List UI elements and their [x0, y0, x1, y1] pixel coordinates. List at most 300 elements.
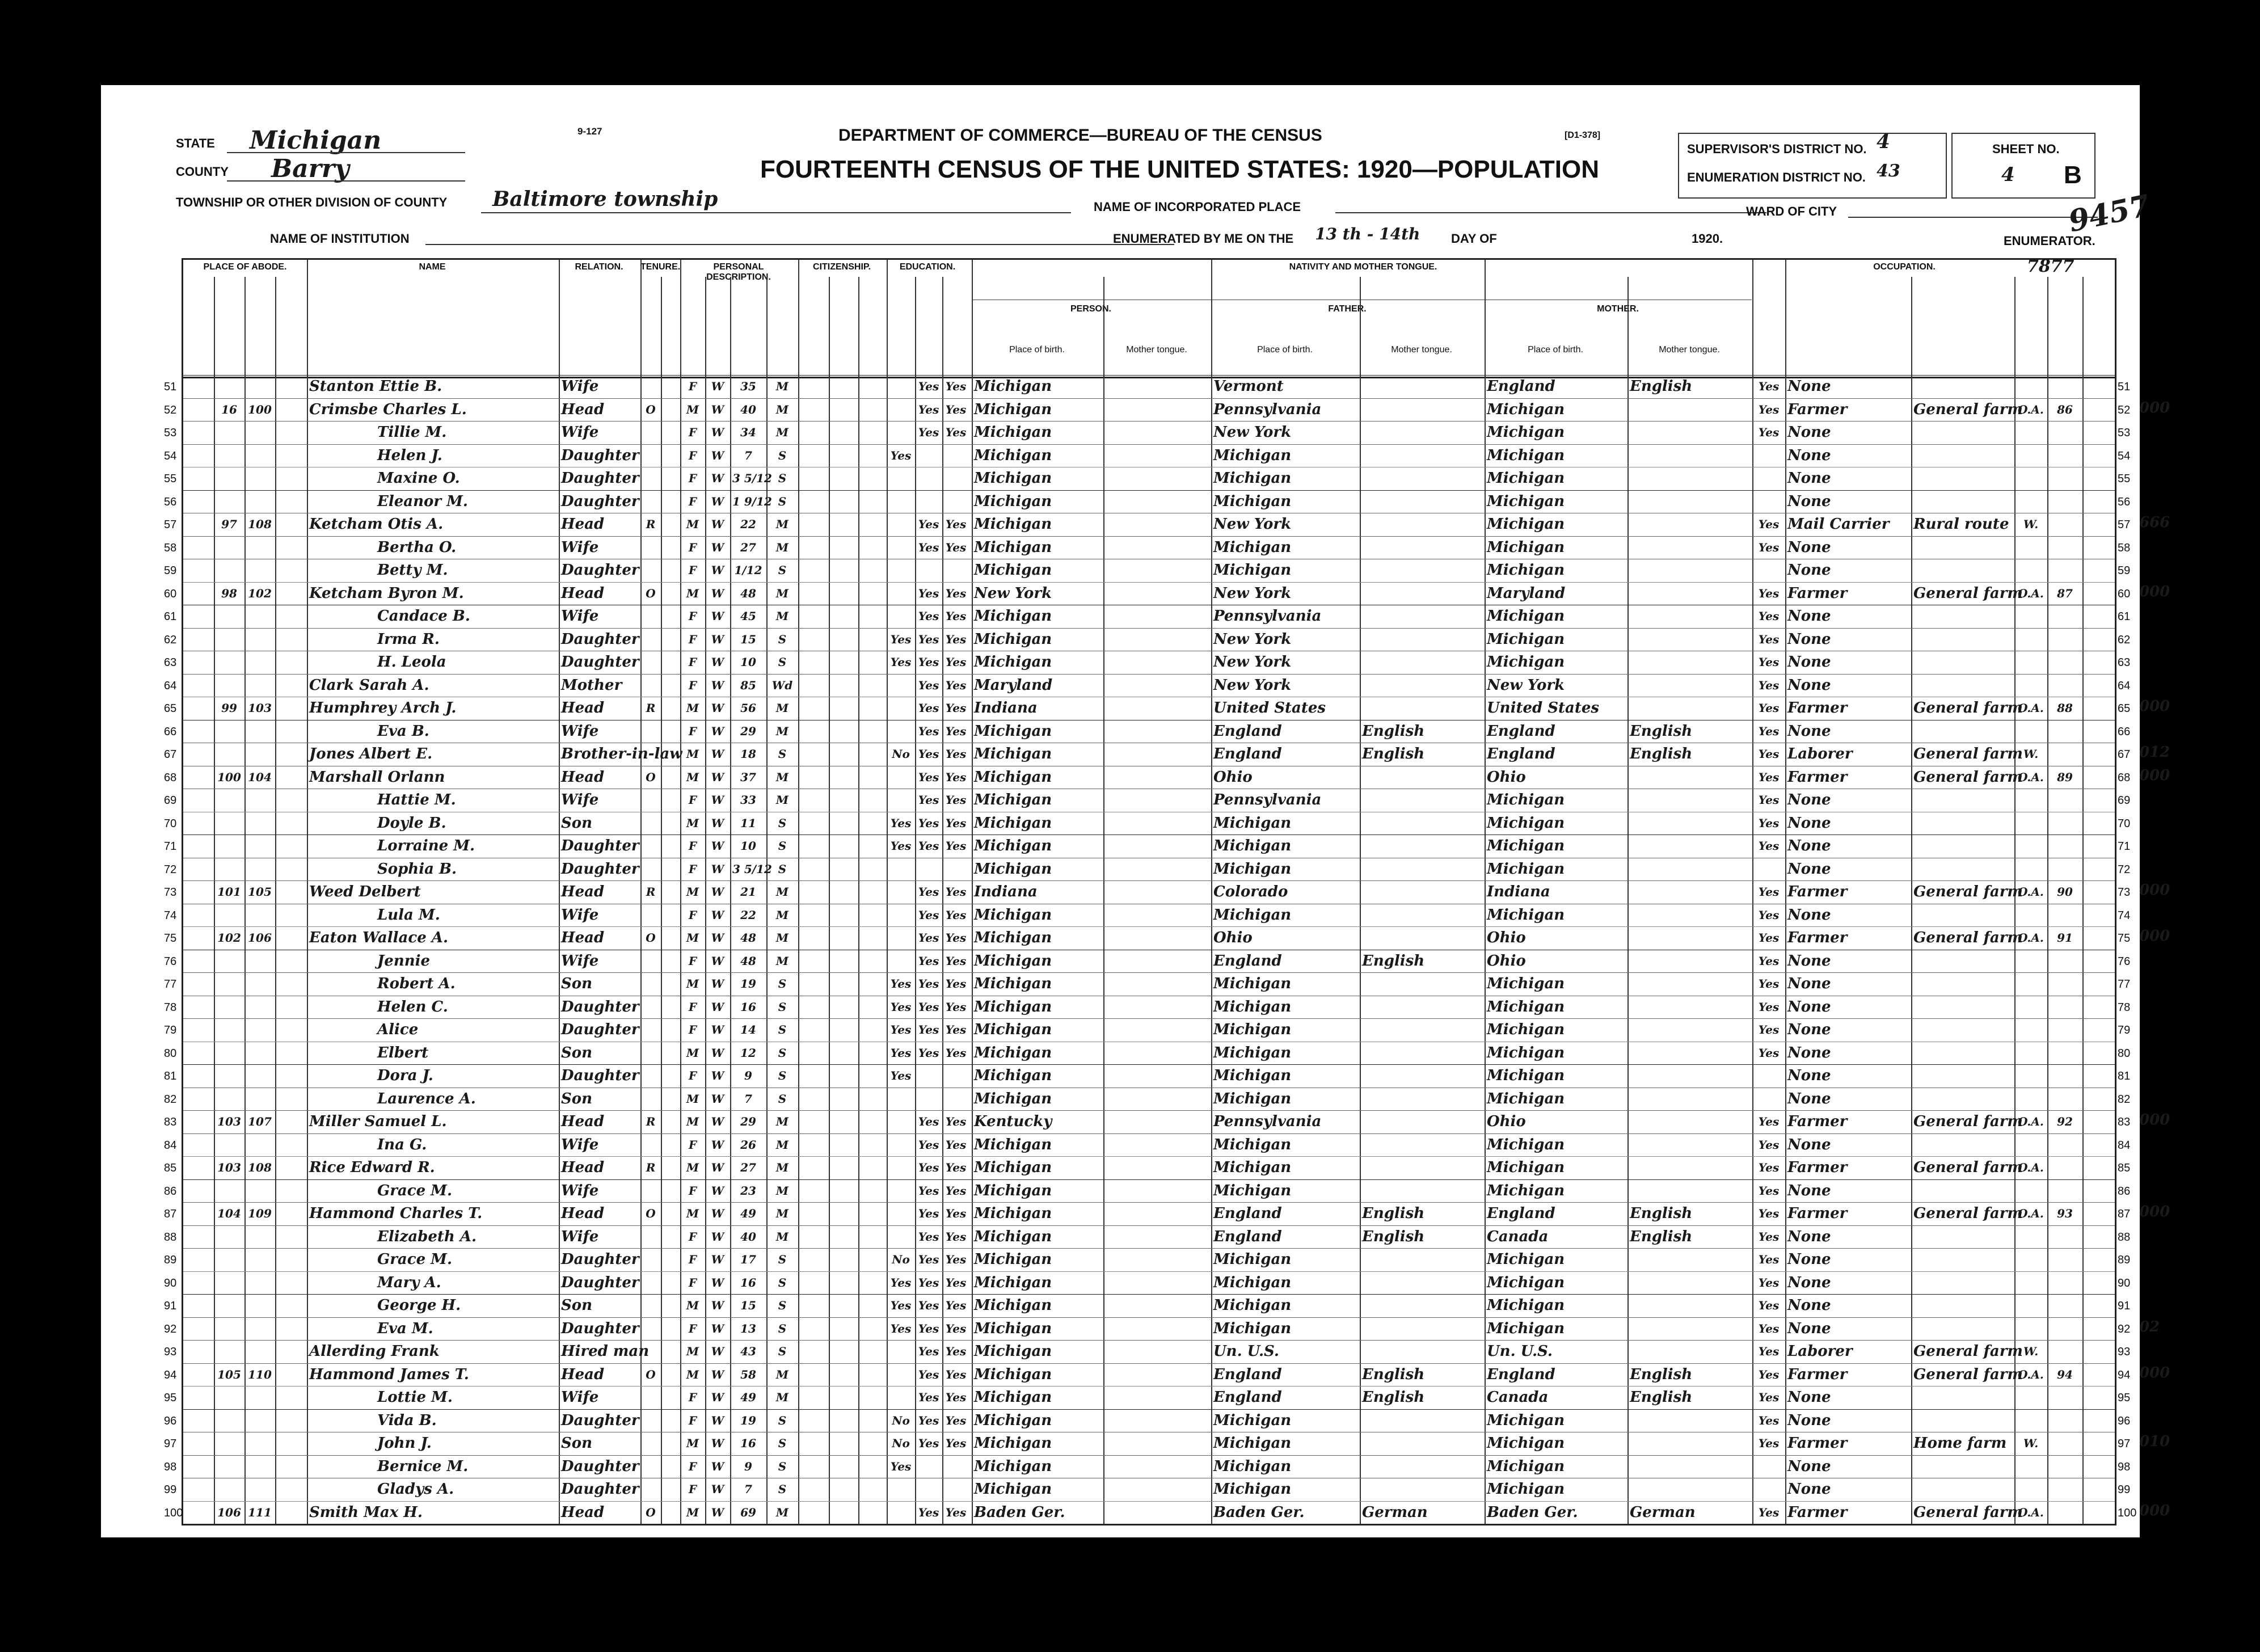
table-row — [164, 582, 2170, 605]
cell-relation: Daughter — [561, 446, 639, 464]
cell-relation: Head — [561, 1205, 605, 1222]
cell-f-pob: Colorado — [1213, 883, 1288, 900]
cell-read: Yes — [918, 1436, 939, 1450]
cell-farm: 88 — [2057, 701, 2073, 715]
cell-sex: F — [688, 1137, 697, 1152]
cell-read: Yes — [918, 1000, 939, 1014]
cell-pob: Michigan — [974, 492, 1052, 510]
margin-note: 000 — [2139, 766, 2170, 784]
cell-f-pob: Vermont — [1213, 378, 1284, 395]
cell-read: Yes — [918, 678, 939, 692]
cell-f-pob: Michigan — [1213, 906, 1292, 924]
cell-english: Yes — [1758, 908, 1780, 922]
cell-pob: Michigan — [974, 1067, 1052, 1084]
cell-name: Stanton Ettie B. — [309, 378, 442, 395]
cell-race: W — [711, 1092, 724, 1106]
line-number-right: 58 — [2118, 541, 2131, 554]
cell-f-pob: Michigan — [1213, 492, 1292, 510]
cell-f-pob: Michigan — [1213, 1457, 1292, 1475]
cell-sex: F — [688, 678, 697, 692]
cell-read: Yes — [918, 1253, 939, 1266]
cell-m-pob: Michigan — [1487, 1481, 1565, 1498]
column-rule — [1627, 277, 1629, 377]
column-rule — [858, 277, 859, 377]
cell-relation: Daughter — [561, 1411, 639, 1429]
cell-relation: Wife — [561, 538, 599, 556]
cell-f-pob: Un. U.S. — [1213, 1343, 1279, 1360]
cell-occupation: None — [1787, 1090, 1831, 1107]
cell-sex: F — [688, 471, 697, 485]
line-number: 83 — [164, 1116, 177, 1128]
cell-race: W — [711, 402, 724, 416]
cell-f-pob: United States — [1213, 699, 1326, 717]
cell-industry: General farm — [1913, 1205, 2023, 1222]
cell-name: Eaton Wallace A. — [309, 929, 449, 946]
cell-read: Yes — [918, 770, 939, 784]
cell-m-pob: Michigan — [1487, 998, 1565, 1015]
cell-age: 23 — [740, 1183, 756, 1198]
cell-m-pob: Michigan — [1487, 1136, 1565, 1153]
cell-pob: Michigan — [974, 424, 1052, 441]
cell-relation: Head — [561, 1159, 605, 1176]
cell-occupation: Mail Carrier — [1787, 516, 1890, 533]
cell-race: W — [711, 586, 724, 600]
institution-underline — [425, 244, 1174, 245]
cell-occupation: None — [1787, 562, 1831, 579]
cell-m-pob: Michigan — [1487, 791, 1565, 808]
cell-f-pob: New York — [1213, 424, 1292, 441]
cell-sex: F — [688, 862, 697, 876]
cell-f-pob: Michigan — [1213, 1297, 1292, 1314]
line-number: 78 — [164, 1001, 177, 1014]
line-number-right: 64 — [2118, 679, 2131, 692]
cell-sex: F — [688, 494, 697, 508]
cell-m-pob: Michigan — [1487, 470, 1565, 487]
cell-occupation: None — [1787, 424, 1831, 441]
line-number-right: 59 — [2118, 564, 2131, 577]
cell-m-pob: Indiana — [1487, 883, 1550, 900]
cell-dwelling: 98 — [221, 586, 237, 600]
cell-name: Dora J. — [377, 1067, 433, 1084]
cell-english: Yes — [1758, 1207, 1780, 1220]
cell-race: W — [711, 747, 724, 761]
cell-write: Yes — [945, 954, 967, 968]
cell-pob: Michigan — [974, 630, 1052, 648]
enumerated-value: 13 th - 14th — [1315, 225, 1420, 243]
cell-f-pob: Pennsylvania — [1213, 608, 1322, 625]
cell-marital: S — [778, 747, 787, 761]
cell-pob: Michigan — [974, 1205, 1052, 1222]
cell-name: Elizabeth A. — [377, 1228, 477, 1245]
cell-pob: Michigan — [974, 814, 1052, 832]
form-ref: [D1-378] — [1565, 130, 1601, 140]
cell-marital: S — [778, 632, 787, 646]
cell-age: 45 — [740, 609, 756, 623]
cell-marital: S — [778, 1253, 787, 1266]
cell-occupation: Laborer — [1787, 745, 1853, 762]
table-row — [164, 1018, 2131, 1042]
table-row — [164, 421, 2131, 444]
column-rule — [887, 260, 888, 377]
cell-english: Yes — [1758, 402, 1780, 416]
cell-name: Betty M. — [377, 562, 448, 579]
line-number: 55 — [164, 473, 177, 485]
cell-race: W — [711, 517, 724, 531]
cell-relation: Son — [561, 1090, 593, 1107]
cell-m-pob: Michigan — [1487, 1021, 1565, 1038]
table-row — [164, 972, 2131, 996]
table-row — [164, 1271, 2131, 1295]
cell-age: 21 — [740, 885, 756, 899]
table-row — [164, 1179, 2131, 1203]
cell-sex: M — [686, 977, 699, 991]
cell-farm: 91 — [2057, 931, 2073, 945]
sheet-value: 4 — [2001, 163, 2015, 186]
cell-occupation: None — [1787, 1481, 1831, 1498]
cell-pob: Michigan — [974, 975, 1052, 992]
year-label: 1920. — [1692, 231, 1723, 246]
column-rule — [1752, 260, 1753, 377]
cell-race: W — [711, 770, 724, 784]
table-row — [164, 1363, 2170, 1386]
cell-occupation: Farmer — [1787, 768, 1848, 786]
cell-race: W — [711, 1023, 724, 1036]
cell-pob: Michigan — [974, 1297, 1052, 1314]
cell-pob: Michigan — [974, 1182, 1052, 1199]
cell-m-pob: Michigan — [1487, 608, 1565, 625]
cell-english: Yes — [1758, 770, 1780, 784]
cell-relation: Daughter — [561, 1320, 639, 1337]
table-row — [164, 1386, 2131, 1409]
cell-write: Yes — [945, 402, 967, 416]
cell-marital: M — [775, 793, 789, 807]
department-line: DEPARTMENT OF COMMERCE—BUREAU OF THE CENSUS — [838, 126, 1322, 145]
cell-m-pob: Michigan — [1487, 630, 1565, 648]
cell-m-pob: England — [1487, 1366, 1555, 1383]
cell-name: Alice — [377, 1021, 419, 1038]
cell-class: O.A. — [2018, 931, 2044, 945]
cell-sex: M — [686, 1436, 699, 1450]
cell-tenure: O — [646, 1505, 656, 1519]
cell-write: Yes — [945, 701, 967, 715]
cell-read: Yes — [918, 1161, 939, 1174]
cell-read: Yes — [918, 1115, 939, 1128]
cell-race: W — [711, 1069, 724, 1082]
line-number: 73 — [164, 886, 177, 899]
cell-relation: Head — [561, 768, 605, 786]
cell-m-pob: Michigan — [1487, 562, 1565, 579]
cell-read: Yes — [918, 1137, 939, 1152]
cell-name: Candace B. — [377, 608, 470, 625]
cell-sex: F — [688, 425, 697, 439]
cell-english: Yes — [1758, 1137, 1780, 1152]
cell-write: Yes — [945, 1046, 967, 1060]
cell-pob: Michigan — [974, 1389, 1052, 1406]
cell-f-pob: New York — [1213, 584, 1292, 602]
line-number: 79 — [164, 1024, 177, 1036]
line-number-right: 63 — [2118, 656, 2131, 669]
cell-f-pob: Michigan — [1213, 1251, 1292, 1268]
cell-class: O.A. — [2018, 1115, 2044, 1128]
line-number-right: 78 — [2118, 1001, 2131, 1014]
cell-sex: M — [686, 931, 699, 945]
cell-m-pob: Un. U.S. — [1487, 1343, 1553, 1360]
cell-read: Yes — [918, 1046, 939, 1060]
cell-pob: Michigan — [974, 1481, 1052, 1498]
cell-age: 22 — [740, 517, 756, 531]
cell-pob: Michigan — [974, 745, 1052, 762]
cell-read: Yes — [918, 839, 939, 853]
cell-relation: Hired man — [561, 1343, 650, 1360]
cell-relation: Daughter — [561, 998, 639, 1015]
cell-f-pob: Michigan — [1213, 1411, 1292, 1429]
cell-tenure: R — [646, 701, 656, 715]
cell-pob: Michigan — [974, 952, 1052, 970]
cell-marital: S — [778, 1436, 787, 1450]
cell-write: Yes — [945, 380, 967, 393]
cell-occupation: None — [1787, 975, 1831, 992]
cell-race: W — [711, 908, 724, 922]
cell-marital: S — [778, 1413, 787, 1427]
line-number: 70 — [164, 817, 177, 830]
cell-english: Yes — [1758, 885, 1780, 899]
cell-age: 9 — [744, 1069, 752, 1082]
cell-name: Ina G. — [377, 1136, 427, 1153]
cell-marital: M — [775, 402, 789, 416]
column-rule — [915, 277, 916, 377]
cell-school: Yes — [890, 1069, 912, 1082]
cell-m-pob: Michigan — [1487, 1067, 1565, 1084]
column-rule — [798, 260, 799, 377]
header-place-of-abode: PLACE OF ABODE. — [203, 262, 287, 272]
occupation-code-note: 7877 — [2027, 256, 2075, 276]
cell-write: Yes — [945, 540, 967, 554]
cell-sex: F — [688, 380, 697, 393]
cell-class: O.A. — [2018, 770, 2044, 784]
cell-name: Robert A. — [377, 975, 456, 992]
institution-label: NAME OF INSTITUTION — [270, 231, 410, 246]
cell-pob: Michigan — [974, 1090, 1052, 1107]
cell-write: Yes — [945, 1367, 967, 1381]
margin-note: 02 — [2139, 1318, 2160, 1335]
cell-sex: F — [688, 655, 697, 669]
cell-marital: M — [775, 885, 789, 899]
cell-write: Yes — [945, 1321, 967, 1335]
cell-name: Grace M. — [377, 1182, 453, 1199]
cell-dwelling: 101 — [217, 885, 241, 899]
cell-industry: General farm — [1913, 584, 2023, 602]
cell-marital: S — [778, 1275, 787, 1289]
cell-age: 56 — [740, 701, 756, 715]
cell-write: Yes — [945, 1115, 967, 1128]
line-number-right: 81 — [2118, 1070, 2131, 1082]
cell-tenure: R — [646, 1115, 656, 1128]
cell-f-pob: New York — [1213, 630, 1292, 648]
line-number-right: 77 — [2118, 978, 2131, 991]
cell-f-tongue: English — [1362, 1228, 1425, 1245]
cell-race: W — [711, 1505, 724, 1519]
cell-pob: Michigan — [974, 516, 1052, 533]
cell-english: Yes — [1758, 747, 1780, 761]
cell-f-tongue: English — [1362, 722, 1425, 740]
cell-m-pob: Michigan — [1487, 538, 1565, 556]
line-number: 60 — [164, 587, 177, 600]
cell-write: Yes — [945, 517, 967, 531]
cell-write: Yes — [945, 1183, 967, 1198]
line-number-right: 90 — [2118, 1276, 2131, 1289]
cell-marital: M — [775, 1229, 789, 1244]
cell-name: Grace M. — [377, 1251, 453, 1268]
cell-marital: S — [778, 977, 787, 991]
cell-f-pob: Michigan — [1213, 538, 1292, 556]
line-number-right: 76 — [2118, 955, 2131, 968]
cell-m-pob: Michigan — [1487, 1320, 1565, 1337]
cell-occupation: None — [1787, 492, 1831, 510]
cell-sex: M — [686, 402, 699, 416]
cell-m-pob: Michigan — [1487, 1435, 1565, 1452]
cell-f-pob: Michigan — [1213, 1435, 1292, 1452]
line-number: 87 — [164, 1208, 177, 1220]
column-rule — [829, 277, 830, 377]
cell-occupation: Farmer — [1787, 584, 1848, 602]
table-row — [164, 1156, 2131, 1179]
cell-age: 22 — [740, 908, 756, 922]
cell-occupation: None — [1787, 378, 1831, 395]
cell-f-pob: New York — [1213, 516, 1292, 533]
line-number: 64 — [164, 679, 177, 692]
cell-relation: Wife — [561, 1182, 599, 1199]
cell-relation: Daughter — [561, 654, 639, 671]
cell-age: 12 — [740, 1046, 756, 1060]
cell-m-pob: Michigan — [1487, 401, 1565, 418]
cell-relation: Wife — [561, 1136, 599, 1153]
cell-pob: Michigan — [974, 562, 1052, 579]
cell-relation: Head — [561, 1113, 605, 1130]
table-row — [164, 628, 2131, 651]
cell-dwelling: 16 — [221, 402, 237, 416]
line-number-right: 60 — [2118, 587, 2131, 600]
cell-occupation: None — [1787, 998, 1831, 1015]
cell-read: Yes — [918, 1390, 939, 1404]
cell-name: Elbert — [377, 1044, 429, 1061]
line-number: 67 — [164, 748, 177, 761]
cell-age: 58 — [740, 1367, 756, 1381]
cell-age: 27 — [740, 540, 756, 554]
cell-write: Yes — [945, 1413, 967, 1427]
cell-pob: Michigan — [974, 1251, 1052, 1268]
table-row — [164, 490, 2131, 513]
line-number: 65 — [164, 702, 177, 715]
cell-dwelling: 103 — [217, 1115, 241, 1128]
township-label: TOWNSHIP OR OTHER DIVISION OF COUNTY — [176, 195, 448, 209]
cell-write: Yes — [945, 1436, 967, 1450]
cell-marital: S — [778, 1000, 787, 1014]
cell-f-pob: Michigan — [1213, 446, 1292, 464]
column-rule — [942, 277, 943, 377]
cell-race: W — [711, 1046, 724, 1060]
cell-relation: Wife — [561, 424, 599, 441]
cell-read: Yes — [918, 586, 939, 600]
cell-english: Yes — [1758, 1299, 1780, 1312]
cell-marital: S — [778, 816, 787, 830]
margin-note: 000 — [2139, 698, 2170, 715]
cell-occupation: None — [1787, 608, 1831, 625]
table-row — [164, 789, 2131, 812]
cell-m-pob: Ohio — [1487, 929, 1526, 946]
cell-occupation: None — [1787, 1251, 1831, 1268]
cell-m-pob: Michigan — [1487, 1411, 1565, 1429]
cell-marital: S — [778, 563, 787, 577]
cell-f-pob: Michigan — [1213, 1021, 1292, 1038]
cell-sex: F — [688, 448, 697, 462]
cell-race: W — [711, 1413, 724, 1427]
table-row — [164, 1225, 2131, 1249]
cell-marital: M — [775, 1207, 789, 1220]
cell-occupation: None — [1787, 1389, 1831, 1406]
cell-f-pob: Pennsylvania — [1213, 1113, 1322, 1130]
cell-relation: Daughter — [561, 630, 639, 648]
cell-name: Lorraine M. — [377, 837, 475, 854]
cell-race: W — [711, 885, 724, 899]
line-number-right: 55 — [2118, 473, 2131, 485]
cell-f-pob: Michigan — [1213, 562, 1292, 579]
cell-write: Yes — [945, 586, 967, 600]
cell-relation: Wife — [561, 906, 599, 924]
cell-pob: Michigan — [974, 837, 1052, 854]
cell-f-pob: Michigan — [1213, 1067, 1292, 1084]
header-person-pob: Place of birth. — [1009, 345, 1065, 355]
cell-class: O.A. — [2018, 1505, 2044, 1519]
line-number-right: 87 — [2118, 1208, 2131, 1220]
cell-age: 3 5/12 — [732, 862, 772, 876]
cell-m-tongue: English — [1630, 1228, 1693, 1245]
cell-read: Yes — [918, 908, 939, 922]
cell-marital: M — [775, 1137, 789, 1152]
line-number: 56 — [164, 495, 177, 508]
cell-f-tongue: English — [1362, 952, 1425, 970]
county-underline — [227, 180, 465, 182]
header-father-pob: Place of birth. — [1257, 345, 1313, 355]
cell-f-pob: Michigan — [1213, 1044, 1292, 1061]
cell-name: Tillie M. — [377, 424, 447, 441]
cell-school: No — [892, 747, 910, 761]
cell-race: W — [711, 977, 724, 991]
cell-occupation: None — [1787, 860, 1831, 878]
line-number: 93 — [164, 1346, 177, 1358]
line-number: 61 — [164, 610, 177, 623]
cell-m-pob: United States — [1487, 699, 1600, 717]
cell-sex: F — [688, 1390, 697, 1404]
cell-english: Yes — [1758, 1253, 1780, 1266]
cell-marital: S — [778, 1345, 787, 1358]
cell-write: Yes — [945, 816, 967, 830]
cell-pob: Michigan — [974, 1274, 1052, 1291]
cell-m-tongue: English — [1630, 745, 1693, 762]
cell-m-tongue: German — [1630, 1503, 1696, 1521]
table-row — [164, 674, 2131, 697]
cell-read: Yes — [918, 609, 939, 623]
cell-f-tongue: English — [1362, 745, 1425, 762]
supervisor-label: SUPERVISOR'S DISTRICT NO. — [1687, 142, 1867, 156]
cell-marital: M — [775, 770, 789, 784]
line-number: 91 — [164, 1300, 177, 1312]
cell-family: 106 — [248, 931, 272, 945]
line-number-right: 79 — [2118, 1024, 2131, 1036]
cell-write: Yes — [945, 1229, 967, 1244]
cell-relation: Daughter — [561, 860, 639, 878]
header-relation: RELATION. — [575, 262, 623, 272]
cell-pob: Michigan — [974, 401, 1052, 418]
